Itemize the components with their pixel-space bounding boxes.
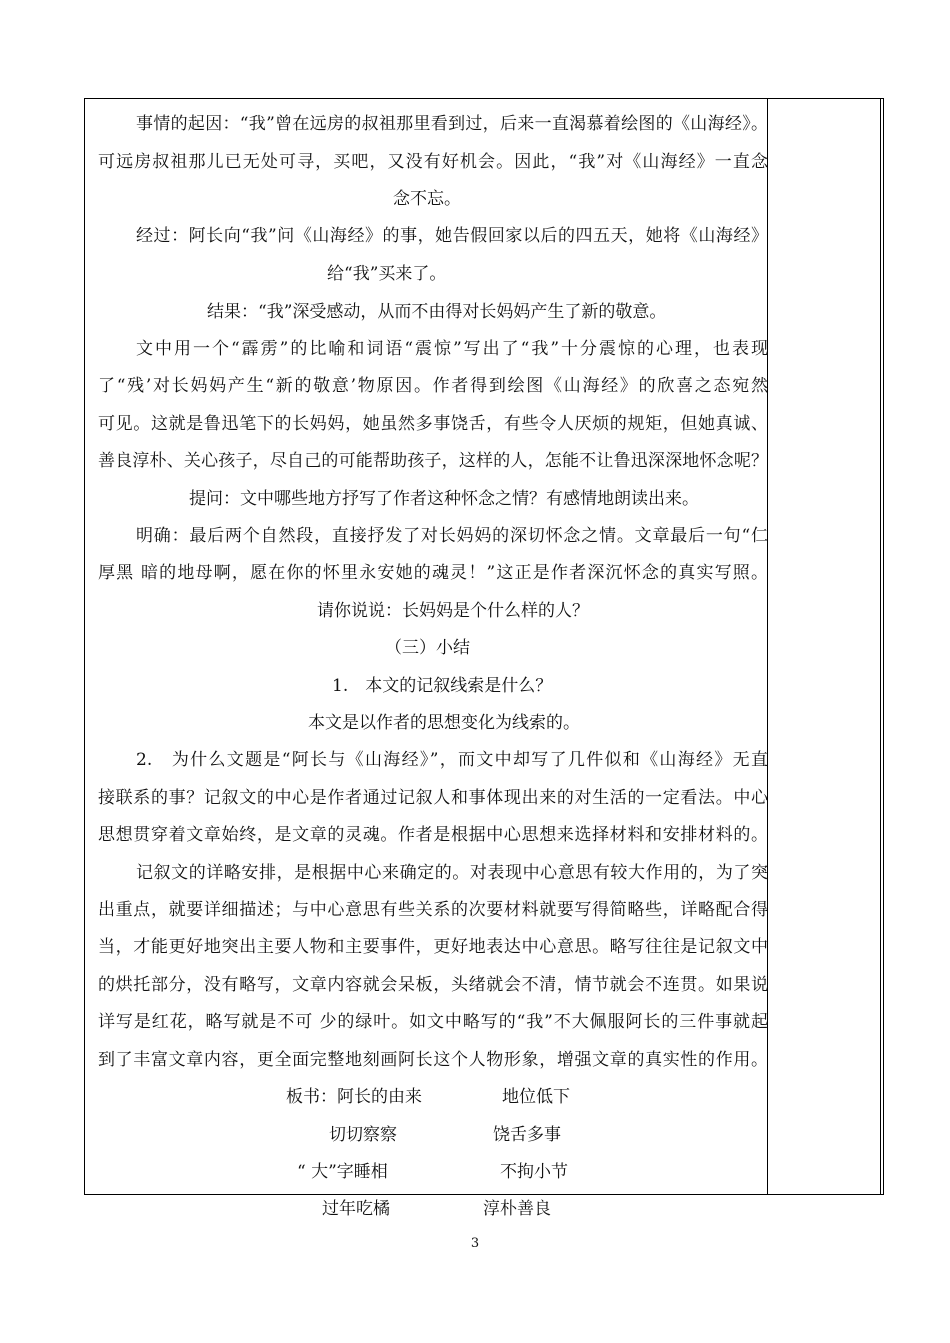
text-line: 给“我”买来了。 xyxy=(327,264,447,284)
text-line: 可远房叔祖那儿已无处可寻，买吧，又没有好机会。因此，“我”对《山海经》一直念 xyxy=(98,152,768,172)
text-line: 记叙文的详略安排，是根据中心来确定的。对表现中心意思有较大作用的，为了突 xyxy=(136,863,768,883)
text-line: 结果：“我”深受感动，从而不由得对长妈妈产生了新的敬意。 xyxy=(207,302,667,322)
text-line: 念不忘。 xyxy=(393,189,461,209)
section-heading: （三）小结 xyxy=(385,638,470,658)
page-number: 3 xyxy=(470,1236,480,1251)
board-left: “ 大”字睡相 xyxy=(297,1162,388,1182)
text-line: 可见。这就是鲁迅笔下的长妈妈，她虽然多事饶舌，有些令人厌烦的规矩，但她真诚、 xyxy=(98,414,768,434)
board-left: 切切察察 xyxy=(329,1125,397,1145)
text-line: 了“残’对长妈妈产生“新的敬意’物原因。作者得到绘图《山海经》的欣喜之态宛然 xyxy=(98,376,768,396)
table-outer-border xyxy=(880,99,881,1194)
text-line: 请你说说：长妈妈是个什么样的人？ xyxy=(317,601,589,621)
board-right: 不拘小节 xyxy=(500,1162,568,1182)
text-line: 思想贯穿着文章始终，是文章的灵魂。作者是根据中心思想来选择材料和安排材料的。 xyxy=(98,825,768,845)
text-line: 的烘托部分，没有略写，文章内容就会呆板，头绪就会不清，情节就会不连贯。如果说 xyxy=(98,975,768,995)
text-line: 经过：阿长向“我”问《山海经》的事，她告假回家以后的四五天，她将《山海经》 xyxy=(136,226,768,246)
board-right: 淳朴善良 xyxy=(483,1199,551,1219)
text-line: 详写是红花，略写就是不可 少的绿叶。如文中略写的“我”不大佩服阿长的三件事就起 xyxy=(98,1012,768,1032)
board-left: 过年吃橘 xyxy=(322,1199,390,1219)
board-right: 地位低下 xyxy=(502,1087,570,1107)
text-line: 善良淳朴、关心孩子，尽自己的可能帮助孩子，这样的人，怎能不让鲁迅深深地怀念呢？ xyxy=(98,451,768,471)
board-right: 饶舌多事 xyxy=(493,1125,561,1145)
text-line: 2. 为什么文题是“阿长与《山海经》”，而文中却写了几件似和《山海经》无直 xyxy=(136,750,768,770)
text-line: 接联系的事？记叙文的中心是作者通过记叙人和事体现出来的对生活的一定看法。中心 xyxy=(98,788,768,808)
text-line: 厚黑 暗的地母啊，愿在你的怀里永安她的魂灵！”这正是作者深沉怀念的真实写照。 xyxy=(98,563,768,583)
text-line: 提问：文中哪些地方抒写了作者这种怀念之情？有感情地朗读出来。 xyxy=(189,489,699,509)
text-line: 1. 本文的记叙线索是什么？ xyxy=(332,676,553,696)
board-left: 板书：阿长的由来 xyxy=(286,1087,422,1107)
text-line: 当，才能更好地突出主要人物和主要事件，更好地表达中心意思。略写往往是记叙文中 xyxy=(98,937,768,957)
text-line: 明确：最后两个自然段，直接抒发了对长妈妈的深切怀念之情。文章最后一句“仁 xyxy=(136,526,768,546)
text-line: 本文是以作者的思想变化为线索的。 xyxy=(308,713,580,733)
text-line: 文中用一个“霹雳”的比喻和词语“震惊”写出了“我”十分震惊的心理，也表现 xyxy=(136,339,768,359)
text-line: 事情的起因：“我”曾在远房的叔祖那里看到过，后来一直渴慕着绘图的《山海经》。 xyxy=(136,114,768,134)
text-line: 到了丰富文章内容，更全面完整地刻画阿长这个人物形象，增强文章的真实性的作用。 xyxy=(98,1050,768,1070)
text-line: 出重点，就要详细描述；与中心意思有些关系的次要材料就要写得简略些，详略配合得 xyxy=(98,900,768,920)
